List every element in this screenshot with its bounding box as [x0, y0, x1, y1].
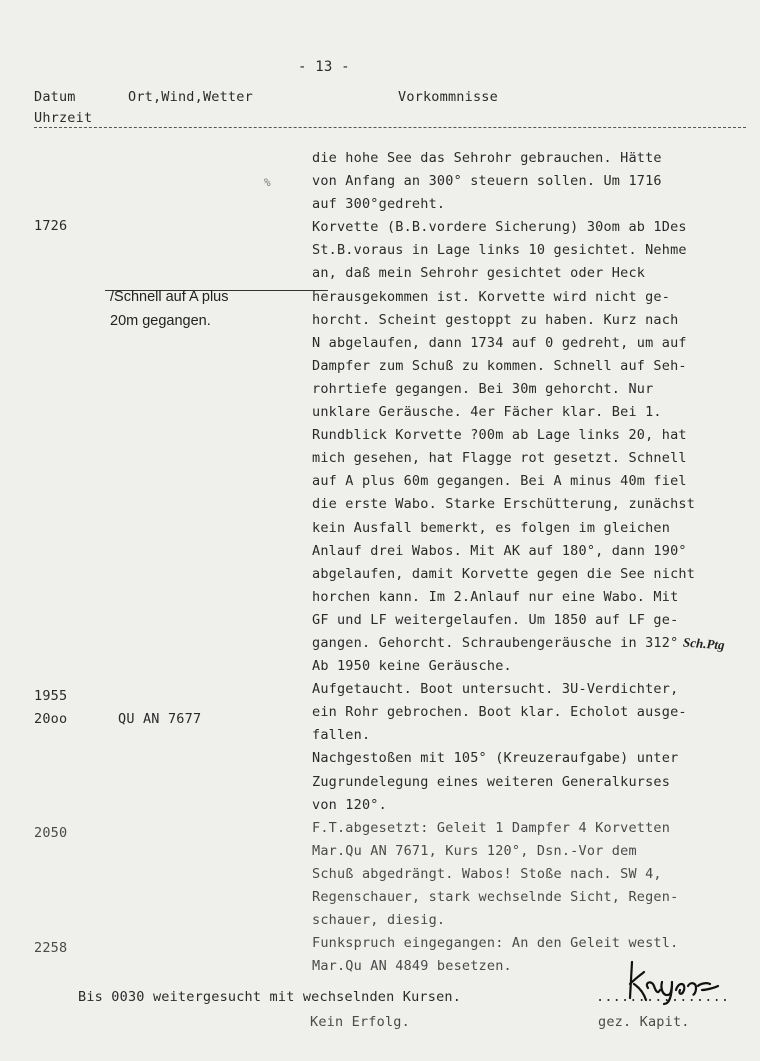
body-line: GF und LF weitergelaufen. Um 1850 auf LF ge-	[312, 611, 679, 628]
header-vorkommnisse: Vorkommnisse	[398, 89, 498, 105]
handwritten-signature	[626, 954, 722, 1006]
body-line: mich gesehen, hat Flagge rot gesetzt. Schnell	[312, 450, 687, 467]
body-line: auf 300°gedreht.	[312, 196, 446, 213]
time-2000: 20oo	[34, 711, 68, 727]
body-line: unklare Geräusche. 4er Fächer klar. Bei 1.	[312, 404, 662, 421]
note-line-2: 20m gegangen.	[110, 313, 211, 329]
body-line: abgelaufen, damit Korvette gegen die See nicht	[312, 565, 696, 582]
body-line: rohrtiefe gegangen. Bei 30m gehorcht. Nur	[312, 380, 654, 397]
body-line: Mar.Qu AN 7671, Kurs 120°, Dsn.-Vor dem	[312, 842, 637, 859]
body-line: Zugrundelegung eines weiteren Generalkurses	[312, 773, 671, 790]
body-line: horcht. Scheint gestoppt zu haben. Kurz nach	[312, 311, 679, 328]
note-line-1: /Schnell auf A plus	[110, 289, 229, 305]
time-2050: 2050	[34, 825, 68, 841]
log-body	[312, 147, 695, 978]
time-1726: 1726	[34, 218, 68, 234]
location-grid: QU AN 7677	[118, 711, 202, 727]
body-line: Mar.Qu AN 4849 besetzen.	[312, 958, 512, 975]
header-rule	[34, 127, 746, 128]
time-2258: 2258	[34, 940, 68, 956]
handwritten-note	[110, 285, 229, 333]
body-line: von Anfang an 300° steuern sollen. Um 1716	[312, 173, 662, 190]
handwritten-annotation: Sch.Ptg	[682, 634, 726, 653]
time-1955: 1955	[34, 688, 68, 704]
body-line: kein Ausfall bemerkt, es folgen im gleichen	[312, 519, 671, 536]
body-line: von 120°.	[312, 796, 387, 813]
body-line: Funkspruch eingegangen: An den Geleit westl.	[312, 935, 679, 952]
body-line: ein Rohr gebrochen. Boot klar. Echolot ausge-	[312, 704, 687, 721]
body-line: F.T.abgesetzt: Geleit 1 Dampfer 4 Korvetten	[312, 819, 671, 836]
body-line: die erste Wabo. Starke Erschütterung, zunächst	[312, 496, 696, 513]
body-line: die hohe See das Sehrohr gebrauchen. Hätte	[312, 150, 662, 166]
signature-dots: ................	[596, 989, 730, 1005]
body-line: Korvette (B.B.vordere Sicherung) 30om ab 1Des	[312, 219, 687, 236]
body-line: Aufgetaucht. Boot untersucht. 3U-Verdichter,	[312, 681, 679, 698]
body-line: auf A plus 60m gegangen. Bei A minus 40m fiel	[312, 473, 687, 490]
body-line: Dampfer zum Schuß zu kommen. Schnell auf Seh-	[312, 357, 687, 374]
header-uhrzeit: Uhrzeit	[34, 110, 93, 126]
body-line: Rundblick Korvette ?00m ab Lage links 20, hat	[312, 427, 687, 444]
page-number: - 13 -	[298, 59, 350, 75]
body-line: Ab 1950 keine Geräusche.	[312, 658, 512, 675]
header-ort-wind-wetter: Ort,Wind,Wetter	[128, 89, 253, 105]
footer-kein-erfolg: Kein Erfolg.	[310, 1014, 410, 1030]
body-line: an, daß mein Sehrohr gesichtet oder Heck	[312, 265, 646, 282]
body-line: gangen. Gehorcht. Schraubengeräusche in 312°	[312, 634, 679, 651]
body-line: herausgekommen ist. Korvette wird nicht ge-	[312, 288, 671, 305]
body-line: Anlauf drei Wabos. Mit AK auf 180°, dann 190°	[312, 542, 687, 559]
body-line: horchen kann. Im 2.Anlauf nur eine Wabo. Mit	[312, 588, 679, 605]
body-line: schauer, diesig.	[312, 912, 446, 929]
body-line: St.B.voraus in Lage links 10 gesichtet. Nehme	[312, 242, 687, 259]
body-line: Regenschauer, stark wechselnde Sicht, Regen-	[312, 889, 679, 905]
footer-line: Bis 0030 weitergesucht mit wechselnden Kursen.	[78, 989, 462, 1005]
margin-mark: %	[264, 176, 271, 189]
header-datum: Datum	[34, 89, 76, 105]
signature-subline: gez. Kapit.	[598, 1014, 690, 1030]
body-line: N abgelaufen, dann 1734 auf 0 gedreht, um auf	[312, 334, 687, 351]
body-line: Schuß abgedrängt. Wabos! Stoße nach. SW 4,	[312, 865, 662, 882]
body-line: Nachgestoßen mit 105° (Kreuzeraufgabe) unter	[312, 750, 679, 767]
body-line: fallen.	[312, 727, 371, 744]
